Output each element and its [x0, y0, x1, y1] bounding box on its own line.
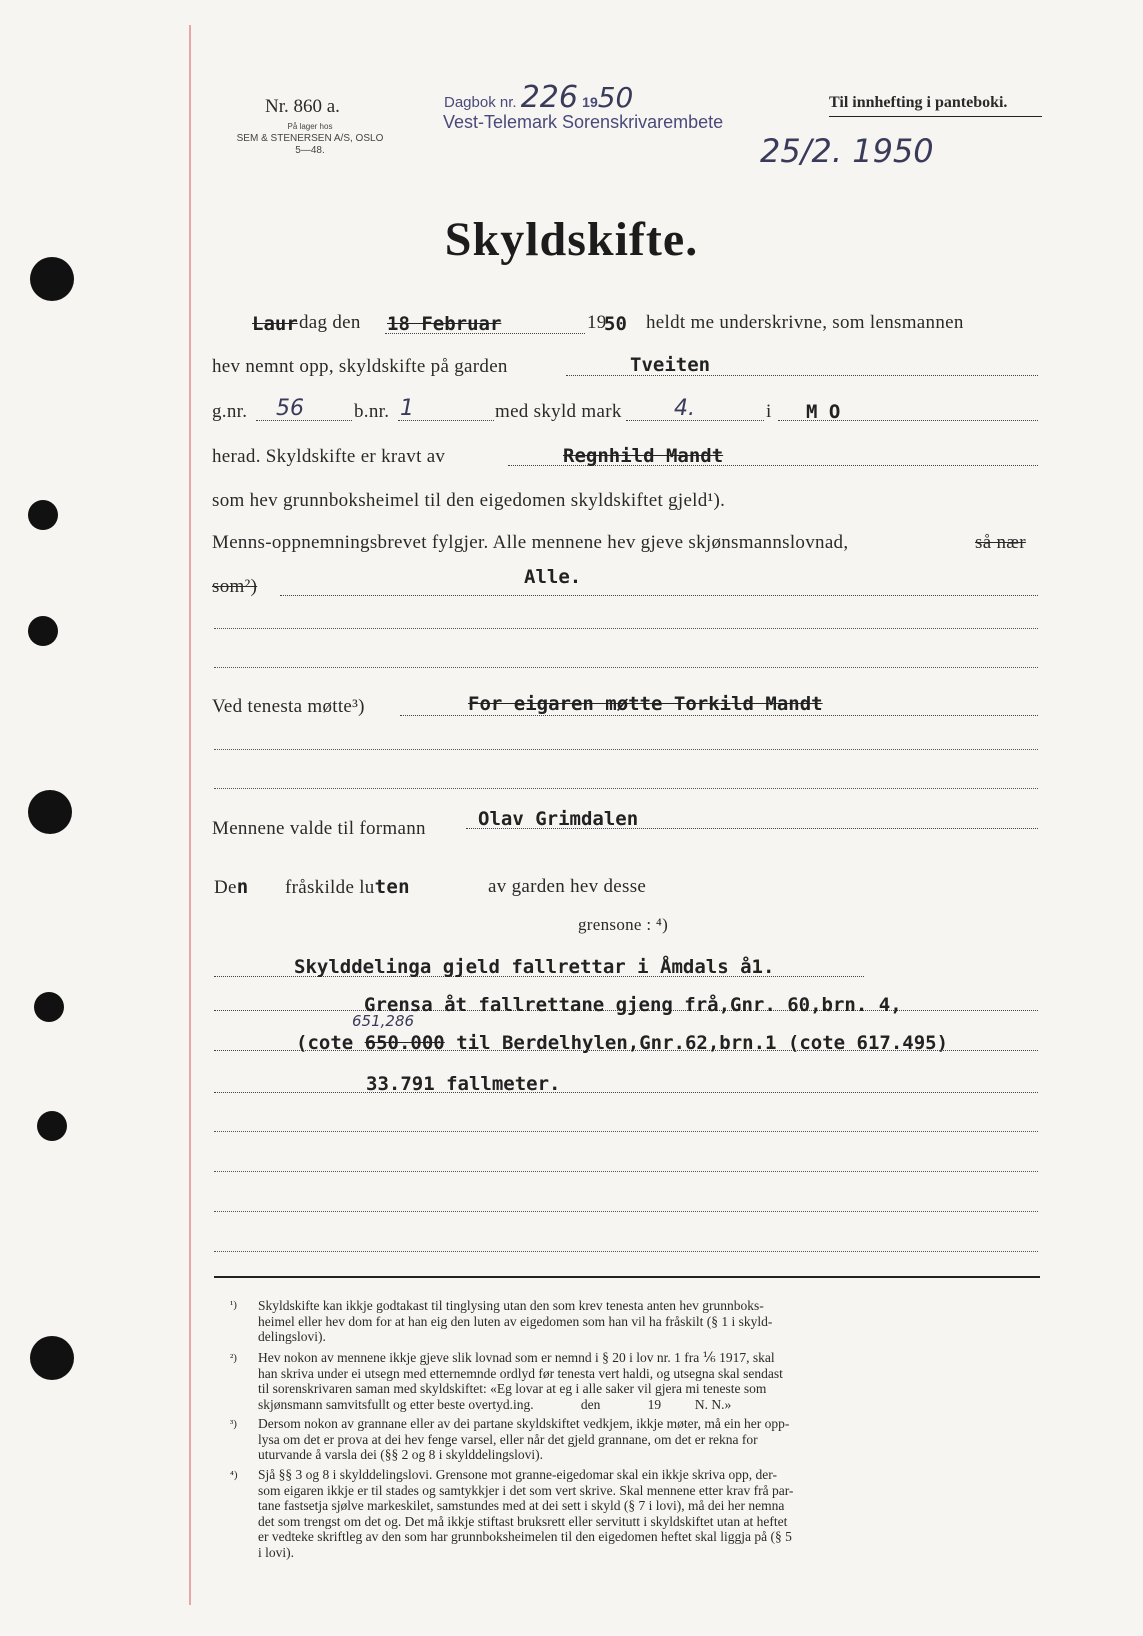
blank-line: [214, 1171, 1038, 1172]
binder-hole: [28, 616, 58, 646]
line7-struck: som²): [212, 576, 258, 597]
line3-i: i: [766, 401, 772, 422]
document-title: Skyldskifte.: [444, 213, 699, 266]
bnr-value: 1: [400, 396, 414, 421]
gnr-label: g.nr.: [212, 401, 248, 422]
footnote-4: [258, 1467, 793, 1560]
footnote-line: til sorenskrivaren saman med skyldskiftet: «Eg lovar at eg i alle saker vil gjera mi teneste som: [258, 1381, 767, 1396]
line1-text-b: heldt me underskrivne, som lensmannen: [646, 312, 964, 333]
blank-line: [214, 788, 1038, 789]
requester-name: Regnhild Mandt: [563, 445, 724, 467]
corner-note: Til innhefting i panteboki.: [829, 94, 1008, 111]
binder-hole: [37, 1111, 67, 1141]
footnote-1: [258, 1298, 772, 1345]
meeting-date: 18 Februar: [387, 313, 502, 335]
footnote-line: Sjå §§ 3 og 8 i skylddelingslovi. Grensone mot granne-eigedomar skal ein ikkje skriva opp, der-: [258, 1467, 777, 1482]
day-prefix: Laur: [252, 313, 298, 335]
line2-text: hev nemnt opp, skyldskifte på garden: [212, 356, 508, 377]
dagbok-label: Dagbok nr.: [444, 94, 517, 111]
footnote-number: ¹): [230, 1299, 237, 1311]
meeting-year: 50: [604, 313, 627, 335]
attended-label: Ved tenesta møtte³): [212, 696, 365, 717]
binder-hole: [34, 992, 64, 1022]
footnote-line: som eigaren ikkje er til stades og samtykkjer i det som vert skrive. Skal mennene etter krav frå par-: [258, 1482, 794, 1498]
footnote-separator: [214, 1276, 1040, 1278]
line14-text-a: [214, 876, 249, 899]
footnote-line: Skyldskifte kan ikkje godtakast til tinglysing utan den som krev tenesta anten hev grunnboks-: [258, 1298, 764, 1313]
fill-line: [385, 333, 585, 334]
year-prefix: 19: [587, 312, 607, 333]
footnote-number: ⁴): [230, 1469, 238, 1481]
footnote-2: [258, 1350, 783, 1412]
gnr-value: 56: [276, 396, 304, 421]
footnote-line: heimel eller hev dom for at han eig den luten av eigedomen som han vil ha fråskilt (§ 1 i skyld-: [258, 1313, 773, 1329]
footnote-3: [258, 1416, 789, 1463]
printer-line: 5—48.: [295, 145, 325, 156]
fill-line: [280, 595, 1038, 596]
boundary-handwritten-cote: 651,286: [352, 1012, 415, 1030]
printer-line: På lager hos: [287, 122, 333, 131]
fill-line: [214, 1092, 1038, 1093]
dagbok-number: 226: [520, 80, 578, 115]
chairman-value: Olav Grimdalen: [478, 808, 639, 830]
footnote-line: det som trengst om det og. Det må ikkje stiftast bruksrett eller servitutt i skyldskiftet utan at heftet: [258, 1513, 788, 1529]
fill-line: [256, 420, 352, 421]
line14-de: De: [214, 877, 237, 898]
binder-hole: [28, 500, 58, 530]
handwritten-date: 25/2. 1950: [760, 132, 934, 170]
attended-value: For eigaren møtte Torkild Mandt: [468, 693, 823, 715]
blank-line: [214, 667, 1038, 668]
dagbok-year-prefix: 19: [582, 94, 598, 110]
printer-line: SEM & STENERSEN A/S, OSLO: [236, 133, 384, 144]
binder-hole: [28, 790, 72, 834]
line1-text-a: dag den: [299, 312, 361, 333]
form-number: Nr. 860 a.: [265, 96, 340, 117]
farm-name: Tveiten: [630, 354, 711, 376]
printer-imprint: [225, 121, 395, 157]
bnr-label: b.nr.: [354, 401, 390, 422]
footnote-line: han skriva under ei utsegn med etternemnde ordlyd før tenesta vert haldi, og utsegna skal sendast: [258, 1365, 783, 1381]
boundary-heading: grensone : ⁴): [578, 915, 669, 934]
fill-line: [214, 1050, 1038, 1051]
footnote-line: tane fastsetja sjølve markeskilet, samstundes med at dei sett i skyld (§ 7 i lovi), må dei her nemna: [258, 1498, 785, 1513]
line14-n: n: [236, 876, 249, 898]
line14-text-b: [285, 876, 410, 899]
footnote-number: ²): [230, 1352, 237, 1364]
footnote-line: i lovi).: [258, 1544, 294, 1560]
blank-line: [214, 1251, 1038, 1252]
line6-text: Menns-oppnemningsbrevet fylgjer. Alle mennene hev gjeve skjønsmannslovnad,: [212, 532, 849, 553]
binder-hole: [30, 1336, 74, 1380]
chairman-label: Mennene valde til formann: [212, 818, 426, 839]
footnote-line: uturvande å varsla dei (§§ 2 og 8 i skylddelingslovi).: [258, 1447, 543, 1462]
blank-line: [214, 1211, 1038, 1212]
boundary-cote-rest: til Berdelhylen,Gnr.62,brn.1 (cote 617.495): [456, 1032, 949, 1054]
footnote-line: er vedteke skriftleg av den som har grunnboksheimelen til den eigedomen heftet skal liggja på (§ 5: [258, 1529, 792, 1544]
line14-text-c: av garden hev desse: [488, 876, 647, 897]
place-value: M O: [806, 401, 841, 423]
line4-text: herad. Skyldskifte er kravt av: [212, 446, 446, 467]
pledge-value: Alle.: [524, 566, 582, 588]
footnote-line: skjønsmann samvitsfullt og etter beste overtyd.ing. den 19 N. N.»: [258, 1396, 732, 1412]
mark-value: 4.: [674, 396, 695, 421]
footnote-number: ³): [230, 1418, 237, 1430]
footnote-line: lysa om det er prova at dei hev fenge varsel, eller når det gjeld grannane, om det er rekna for: [258, 1431, 758, 1447]
office-stamp: Vest-Telemark Sorenskrivarembete: [443, 112, 724, 132]
line14-ten: ten: [374, 876, 410, 898]
boundary-line-1: Skylddelinga gjeld fallrettar i Åmdals å1.: [294, 956, 775, 978]
boundary-line-2: Grensa åt fallrettane gjeng frå,Gnr. 60,brn. 4,: [364, 994, 902, 1016]
blank-line: [214, 1131, 1038, 1132]
boundary-cote: (cote: [296, 1032, 354, 1054]
boundary-cote-struck: 650.000: [364, 1032, 445, 1054]
footnote-line: Hev nokon av mennene ikkje gjeve slik lovnad som er nemnd i § 20 i lov nr. 1 fra ⅙ 1917, skal: [258, 1350, 775, 1365]
footnote-line: delingslovi).: [258, 1329, 326, 1344]
dagbok-year-suffix: 50: [597, 81, 634, 114]
line14-lu: fråskilde lu: [285, 877, 375, 898]
dagbok-stamp: [444, 80, 633, 115]
blank-line: [214, 628, 1038, 629]
line6-struck: så nær: [975, 532, 1026, 553]
fill-line: [400, 715, 1038, 716]
fill-line: [626, 420, 764, 421]
corner-rule: [829, 116, 1042, 117]
boundary-line-4: 33.791 fallmeter.: [366, 1073, 561, 1095]
line3-text: med skyld mark: [495, 401, 622, 422]
blank-line: [214, 749, 1038, 750]
line5-text: som hev grunnboksheimel til den eigedomen skyldskiftet gjeld¹).: [212, 490, 726, 511]
footnote-line: Dersom nokon av grannane eller av dei partane skyldskiftet vedkjem, ikkje møter, må ein her opp-: [258, 1416, 790, 1431]
